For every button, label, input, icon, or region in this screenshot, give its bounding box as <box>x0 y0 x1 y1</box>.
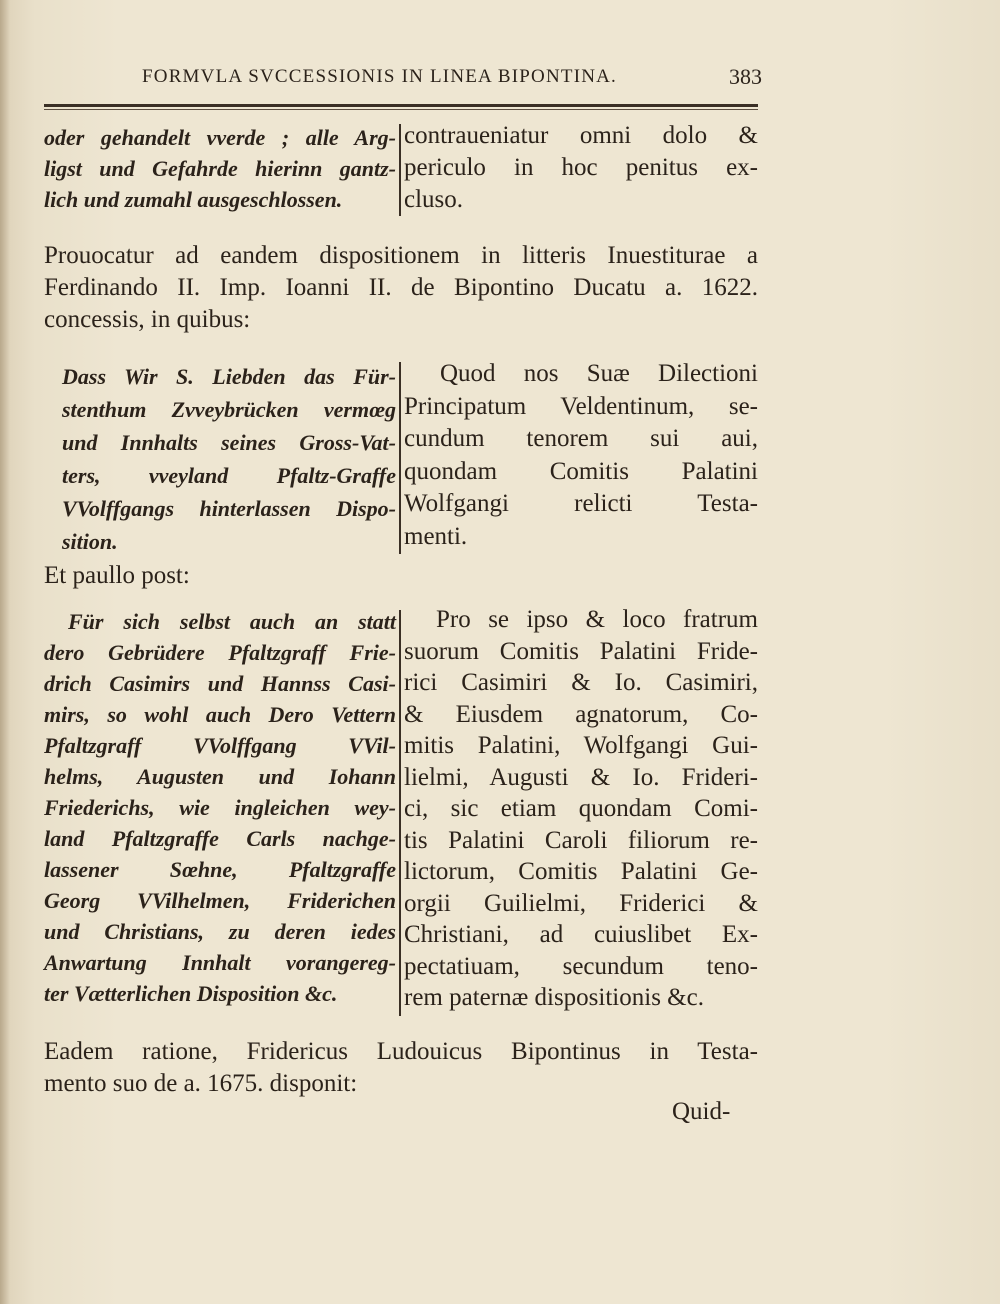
german-line: Georg VVilhelmen, Friderichen <box>44 888 396 913</box>
german-line: lich und zumahl ausgeschlossen. <box>44 187 343 212</box>
page-spine-shadow <box>0 0 10 1304</box>
german-line: stenthum Zvveybrücken vermœg <box>62 397 396 422</box>
latin-column-1 <box>404 120 758 216</box>
german-line: helms, Augusten und Iohann <box>44 764 396 789</box>
column-divider-3 <box>399 610 401 1016</box>
paragraph-line: Prouocatur ad eandem dispositionem in litteris Inuestiturae a <box>44 242 758 269</box>
latin-line: Christiani, ad cuiuslibet Ex- <box>404 921 758 948</box>
latin-line: orgii Guilielmi, Friderici & <box>404 889 758 917</box>
parallel-block-2 <box>44 358 758 558</box>
latin-line: cluso. <box>404 186 464 213</box>
catchword: Quid- <box>672 1098 731 1125</box>
page-number: 383 <box>729 64 762 89</box>
german-line: Dass Wir S. Liebden das Für- <box>62 364 396 389</box>
latin-line: suorum Comitis Palatini Fride- <box>404 637 758 665</box>
german-line: drich Casimirs und Hannss Casi- <box>44 671 396 696</box>
german-line: und Christians, zu deren iedes <box>44 919 396 944</box>
paragraph-line: Ferdinando II. Imp. Ioanni II. de Bipontino Ducatu a. 1622. <box>44 274 758 301</box>
latin-line: rici Casimiri & Io. Casimiri, <box>404 669 758 696</box>
latin-column-3 <box>404 604 758 1014</box>
german-line: Pfaltzgraff VVolffgang VVil- <box>44 733 396 758</box>
german-column-1 <box>44 122 396 215</box>
latin-line: periculo in hoc penitus ex- <box>404 154 758 181</box>
german-line: ters, vveyland Pfaltz-Graffe <box>62 463 396 488</box>
latin-line: contraueniatur omni dolo & <box>404 122 758 149</box>
german-line: dero Gebrüdere Pfaltzgraff Frie- <box>44 640 396 665</box>
latin-line: quondam Comitis Palatini <box>404 457 758 485</box>
german-line: sition. <box>62 529 118 554</box>
german-line: und Innhalts seines Gross-Vat- <box>62 430 396 455</box>
latin-line: pectatiuam, secundum teno- <box>404 952 758 980</box>
transition-line <box>44 560 758 592</box>
paragraph-1 <box>44 240 758 336</box>
german-line: lassener Sœhne, Pfaltzgraffe <box>44 857 396 882</box>
transition-text: Et paullo post: <box>44 562 190 589</box>
latin-line: ci, sic etiam quondam Comi- <box>404 795 758 822</box>
german-line: ter Vætterlichen Disposition &c. <box>44 981 338 1006</box>
paragraph-line: Eadem ratione, Fridericus Ludouicus Bipontinus in Testa- <box>44 1038 758 1065</box>
latin-line: lictorum, Comitis Palatini Ge- <box>404 858 758 885</box>
latin-line: menti. <box>404 522 468 550</box>
latin-line: tis Palatini Caroli filiorum re- <box>404 826 758 854</box>
paragraph-line: mento suo de a. 1675. disponit: <box>44 1070 358 1097</box>
latin-line: mitis Palatini, Wolfgangi Gui- <box>404 732 758 759</box>
parallel-block-1 <box>44 120 758 220</box>
german-column-3 <box>44 606 396 1009</box>
parallel-block-3 <box>44 602 758 1022</box>
header-rule <box>44 104 758 107</box>
latin-line: Quod nos Suæ Dilectioni <box>440 360 758 387</box>
german-column-2 <box>44 360 396 558</box>
german-line: oder gehandelt vverde ; alle Arg- <box>44 125 396 150</box>
german-line: mirs, so wohl auch Dero Vettern <box>44 702 396 727</box>
german-line: Friederichs, wie ingleichen wey- <box>44 795 396 820</box>
latin-line: Principatum Veldentinum, se- <box>404 392 758 420</box>
running-header <box>142 66 762 96</box>
header-rule-thin <box>44 109 758 110</box>
latin-column-2 <box>404 358 758 553</box>
paragraph-line: concessis, in quibus: <box>44 306 251 333</box>
latin-line: Wolfgangi relicti Testa- <box>404 490 758 517</box>
running-title: FORMVLA SVCCESSIONIS IN LINEA BIPONTINA. <box>142 66 618 87</box>
column-divider-2 <box>399 362 401 554</box>
latin-line: Pro se ipso & loco fratrum <box>436 606 758 633</box>
paragraph-2 <box>44 1036 758 1100</box>
german-line: Für sich selbst auch an statt <box>68 609 396 634</box>
latin-line: & Eiusdem agnatorum, Co- <box>404 700 758 728</box>
latin-line: lielmi, Augusti & Io. Frideri- <box>404 763 758 791</box>
german-line: ligst und Gefahrde hierinn gantz- <box>44 156 396 181</box>
latin-line: rem paternæ dispositionis &c. <box>404 984 704 1011</box>
german-line: land Pfaltzgraffe Carls nachge- <box>44 826 396 851</box>
german-line: VVolffgangs hinterlassen Dispo- <box>62 496 396 521</box>
column-divider-1 <box>399 124 401 216</box>
german-line: Anwartung Innhalt vorangereg- <box>44 950 396 975</box>
latin-line: cundum tenorem sui aui, <box>404 425 758 452</box>
